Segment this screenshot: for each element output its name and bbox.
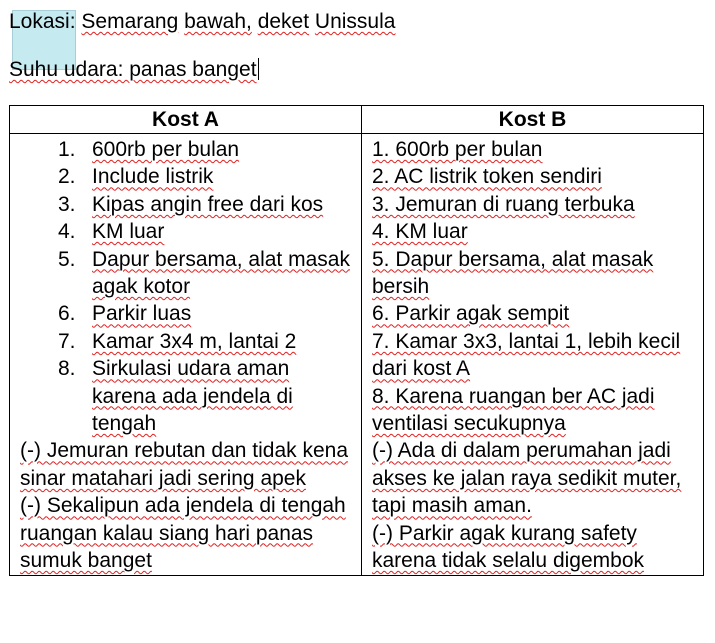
item-number: 5. [58, 247, 76, 271]
item-number: 3. [58, 192, 76, 216]
item-text: Kipas angin free dari kos [92, 192, 324, 216]
kost-b-list [372, 136, 697, 575]
lokasi-label-head: Lokas [9, 10, 66, 33]
item-text: KM luar [92, 220, 165, 244]
kost-a-item [20, 136, 355, 163]
kost-a-notes [20, 437, 355, 574]
header-kost-b[interactable]: Kost B [362, 106, 704, 134]
item-text: Parkir luas [92, 302, 192, 326]
item-number: 1. [58, 138, 76, 161]
kost-b-item: 3. Jemuran di ruang terbuka [372, 192, 635, 216]
kost-a-item [20, 328, 355, 355]
kost-b-item: 1. 600rb per bulan [372, 138, 543, 161]
item-number: 7. [58, 329, 76, 353]
kost-a-item [20, 246, 355, 301]
lokasi-label-tail: i: [65, 10, 82, 33]
header-kost-a[interactable]: Kost A [10, 106, 362, 134]
kost-a-item [20, 218, 355, 245]
lokasi-word: Unissula [314, 10, 396, 33]
kost-b-item: (-) Parkir agak kurang safety karena tidak selalu digembok [372, 521, 644, 573]
item-text: Kamar 3x4 m, lantai 2 [92, 329, 297, 353]
lokasi-word: deket [257, 10, 310, 33]
kost-a-item [20, 355, 355, 437]
kost-b-item: 7. Kamar 3x3, lantai 1, lebih kecil dari kost A [372, 329, 681, 381]
kost-b-cell[interactable] [362, 134, 704, 576]
kost-a-cell[interactable] [10, 134, 362, 576]
kost-b-item: 5. Dapur bersama, alat masak bersih [372, 247, 654, 299]
kost-b-item: 8. Karena ruangan ber AC jadi ventilasi secukupnya [372, 384, 655, 436]
kost-b-item: 2. AC listrik token sendiri [372, 165, 602, 189]
item-number: 8. [58, 357, 76, 381]
item-text: 600rb per bulan [92, 138, 240, 161]
kost-b-item: (-) Ada di dalam perumahan jadi akses ke jalan raya sedikit muter, tapi masih aman. [372, 439, 682, 518]
item-number: 6. [58, 302, 76, 326]
item-text: Include listrik [92, 165, 214, 189]
item-number: 4. [58, 220, 76, 244]
kost-a-note: (-) Sekalipun ada jendela di tengah ruangan kalau siang hari panas sumuk banget [20, 494, 346, 573]
kost-a-item [20, 300, 355, 327]
kost-a-list [20, 136, 355, 437]
lokasi-word: bawah, [184, 10, 252, 33]
table-row [10, 134, 704, 576]
lokasi-line[interactable] [9, 9, 395, 35]
item-text: Dapur bersama, alat masak agak kotor [92, 247, 350, 299]
table-header-row [10, 106, 704, 134]
text-cursor [258, 58, 259, 80]
item-number: 2. [58, 165, 76, 189]
comparison-table [9, 105, 704, 576]
kost-b-item: 6. Parkir agak sempit [372, 302, 570, 326]
kost-b-item: 4. KM luar [372, 220, 468, 244]
kost-a-item [20, 191, 355, 218]
suhu-line[interactable] [9, 57, 259, 83]
item-text: Sirkulasi udara aman karena ada jendela di tengah [92, 357, 293, 436]
kost-a-note: (-) Jemuran rebutan dan tidak kena sinar matahari jadi sering apek [20, 439, 349, 490]
kost-a-item [20, 163, 355, 190]
suhu-text: Suhu udara: panas banget [9, 58, 257, 81]
lokasi-word: Semarang [81, 10, 179, 33]
